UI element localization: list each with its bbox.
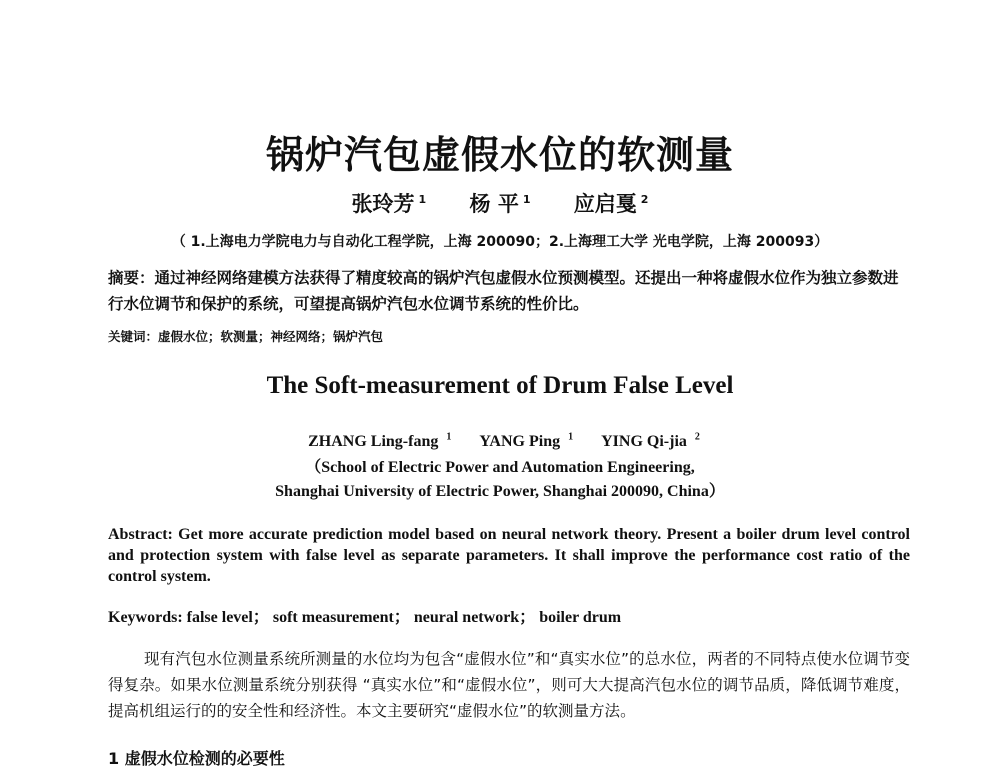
chinese-author: 张玲芳 $^1$ <box>351 192 427 216</box>
english-affiliation <box>0 456 1000 504</box>
english-author-list <box>0 432 1000 451</box>
chinese-author-list <box>0 188 1000 218</box>
english-title: The Soft-measurement of Drum False Level <box>266 372 734 399</box>
english-author: YING Qi-jia $^2$ <box>601 432 700 451</box>
english-keywords: Keywords: false level； soft measurement； neural network； boiler drum <box>108 609 622 626</box>
english-abstract: Abstract: Get more accurate prediction model based on neural network theory. Present a boiler drum level control and protection system with false level as separate parameters. It shall improve the performance cost ratio of the control system. <box>108 526 910 585</box>
chinese-author: 杨 平 $^1$ <box>469 192 531 216</box>
chinese-title: 锅炉汽包虚假水位的软测量 <box>265 133 734 177</box>
english-affiliation-line: （School of Electric Power and Automation Engineering, <box>305 459 695 476</box>
chinese-author: 应启戛 $^2$ <box>573 192 649 216</box>
english-author: ZHANG Ling-fang $^1$ <box>308 432 452 451</box>
chinese-affiliation: （ 1.上海电力学院电力与自动化工程学院，上海 200090；2.上海理工大学 光电学院，上海 200093） <box>171 234 829 250</box>
chinese-keywords: 关键词：虚假水位；软测量；神经网络；锅炉汽包 <box>108 329 384 344</box>
chinese-abstract: 摘要：通过神经网络建模方法获得了精度较高的锅炉汽包虚假水位预测模型。还提出一种将虚假水位作为独立参数进行水位调节和保护的系统，可望提高锅炉汽包水位调节系统的性价比。 <box>108 269 899 313</box>
english-author: YANG Ping $^1$ <box>479 432 574 451</box>
body-paragraph: 现有汽包水位测量系统所测量的水位均为包含“虚假水位”和“真实水位”的总水位，两者的不同特点使水位调节变得复杂。如果水位测量系统分别获得 “真实水位”和“虚假水位”，则可大大提高汽包水位的调节品质，降低调节难度，提高机组运行的的安全性和经济性。本文主要研究“虚假水位”的软测量方法。 <box>108 650 910 720</box>
english-affiliation-line: Shanghai University of Electric Power, Shanghai 200090, China） <box>275 483 725 500</box>
section-heading: 1 虚假水位检测的必要性 <box>108 749 285 768</box>
